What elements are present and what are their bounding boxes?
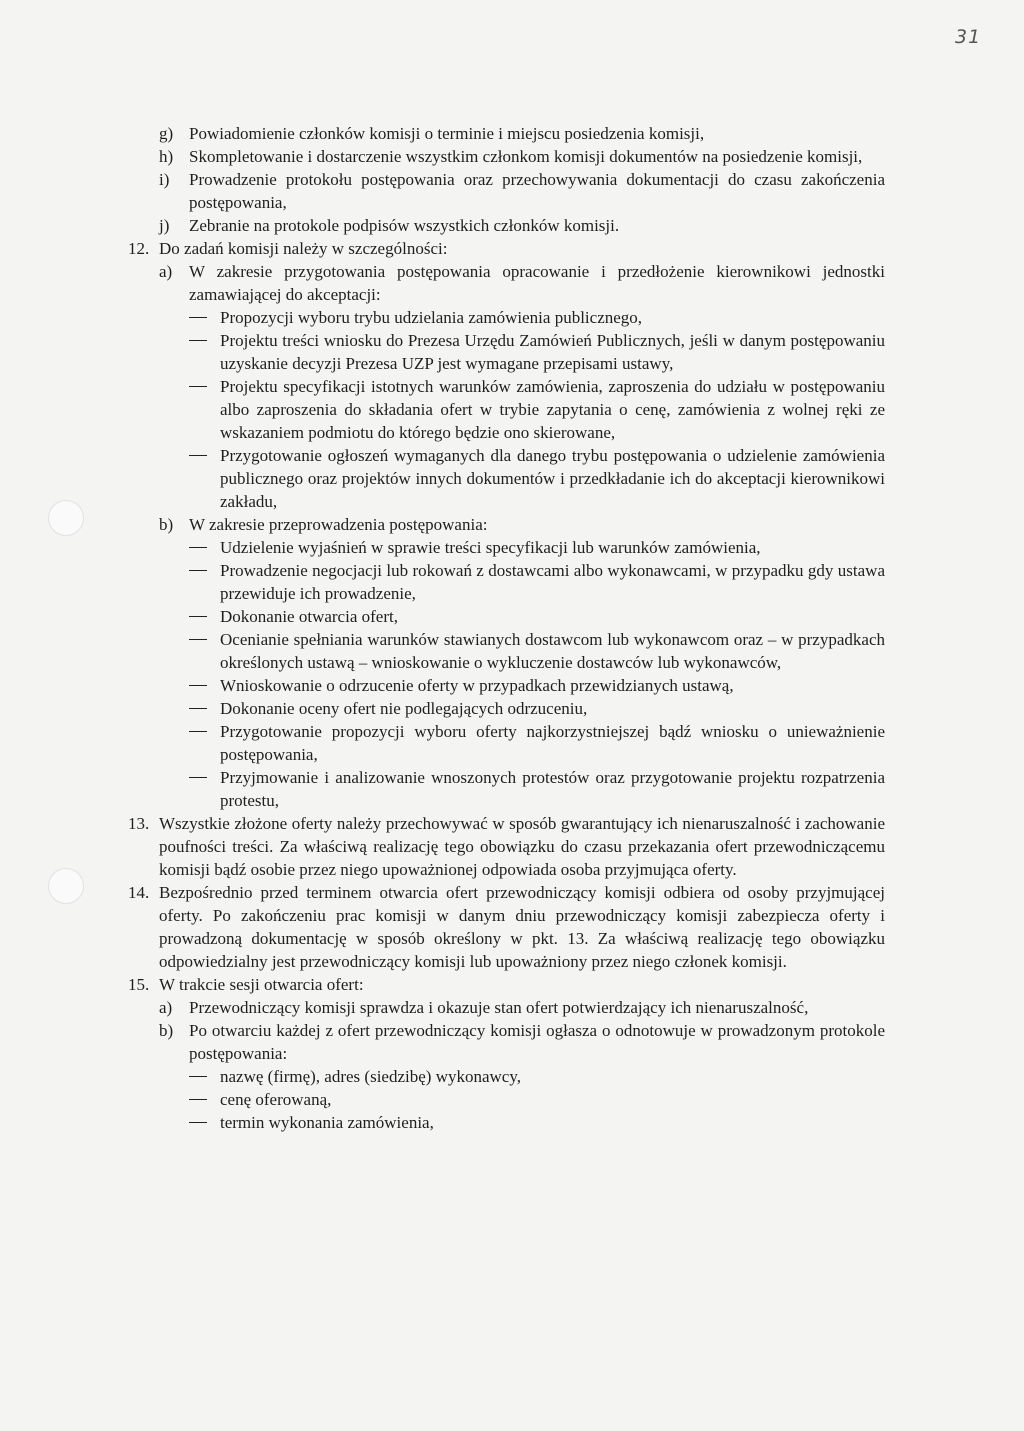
- item-marker: [189, 674, 220, 697]
- item-marker: [189, 375, 220, 398]
- dash-list-item: [128, 720, 885, 766]
- lettered-item: [128, 145, 885, 168]
- item-marker: b): [159, 515, 174, 534]
- item-marker: [189, 536, 220, 559]
- item-text: Zebranie na protokole podpisów wszystkich członków komisji.: [189, 216, 620, 235]
- item-marker: [189, 1065, 220, 1088]
- item-text: Bezpośrednio przed terminem otwarcia ofert przewodniczący komisji odbiera od osoby przyjmującej oferty. Po zakończeniu prac komisji w danym dniu przewodniczący komisji zabezpiecza oferty i prowadzoną dokumentację w sposób określony w pkt. 13. Za właściwą realizację tego obowiązku odpowiedzialny jest przewodniczący komisji lub upoważniony przez niego członek komisji.: [159, 883, 885, 971]
- item-text: Przyjmowanie i analizowanie wnoszonych protestów oraz przygotowanie projektu rozpatrzenia protestu,: [220, 768, 885, 810]
- dash-list-item: [128, 1088, 885, 1111]
- item-text: Po otwarciu każdej z ofert przewodniczący komisji ogłasza o odnotowuje w prowadzonym protokole postępowania:: [189, 1021, 885, 1063]
- item-text: cenę oferowaną,: [220, 1090, 332, 1109]
- item-marker: [189, 605, 220, 628]
- lettered-item: [128, 122, 885, 145]
- item-marker: 12.: [128, 239, 150, 258]
- item-text: Udzielenie wyjaśnień w sprawie treści specyfikacji lub warunków zamówienia,: [220, 538, 761, 557]
- item-text: Wnioskowanie o odrzucenie oferty w przypadkach przewidzianych ustawą,: [220, 676, 734, 695]
- dash-list-item: [128, 306, 885, 329]
- item-marker: h): [159, 147, 174, 166]
- item-text: Skompletowanie i dostarczenie wszystkim członkom komisji dokumentów na posiedzenie komisji,: [189, 147, 863, 166]
- item-marker: a): [159, 998, 173, 1017]
- item-text: Projektu specyfikacji istotnych warunków zamówienia, zaproszenia do udziału w postępowaniu albo zaproszenia do składania ofert w trybie zapytania o cenę, zamówienia z wolnej ręki ze wskazaniem podmiotu do którego będzie ono skierowane,: [220, 377, 885, 442]
- lettered-item: [128, 513, 885, 536]
- item-marker: [189, 697, 220, 720]
- item-text: Propozycji wyboru trybu udzielania zamówienia publicznego,: [220, 308, 643, 327]
- item-marker: [189, 628, 220, 651]
- item-text: Dokonanie otwarcia ofert,: [220, 607, 398, 626]
- item-marker: [189, 306, 220, 329]
- item-marker: 14.: [128, 883, 150, 902]
- dash-list-item: [128, 375, 885, 444]
- lettered-item: [128, 214, 885, 237]
- dash-list-item: [128, 674, 885, 697]
- lettered-item: [128, 168, 885, 214]
- item-text: Ocenianie spełniania warunków stawianych dostawcom lub wykonawcom oraz – w przypadkach określonych ustawą – wnioskowanie o wykluczenie dostawców lub wykonawców,: [220, 630, 885, 672]
- dash-list-item: [128, 1111, 885, 1134]
- item-marker: b): [159, 1021, 174, 1040]
- item-text: Przewodniczący komisji sprawdza i okazuje stan ofert potwierdzający ich nienaruszalność,: [189, 998, 809, 1017]
- dash-list-item: [128, 559, 885, 605]
- dash-list-item: [128, 628, 885, 674]
- lettered-item: [128, 260, 885, 306]
- lettered-item: [128, 996, 885, 1019]
- item-text: Przygotowanie ogłoszeń wymaganych dla danego trybu postępowania o udzielenie zamówienia publicznego oraz projektów innych dokumentów i przedkładanie ich do akceptacji kierownikowi zakładu,: [220, 446, 885, 511]
- item-text: Dokonanie oceny ofert nie podlegających odrzuceniu,: [220, 699, 588, 718]
- item-text: W zakresie przeprowadzenia postępowania:: [189, 515, 488, 534]
- item-text: Przygotowanie propozycji wyboru oferty najkorzystniejszej bądź wniosku o unieważnienie postępowania,: [220, 722, 885, 764]
- dash-list-item: [128, 605, 885, 628]
- item-marker: [189, 559, 220, 582]
- item-marker: [189, 1088, 220, 1111]
- numbered-item: [128, 973, 885, 996]
- item-marker: [189, 1111, 220, 1134]
- item-marker: j): [159, 216, 170, 235]
- document-body: [128, 122, 885, 1134]
- item-marker: [189, 766, 220, 789]
- lettered-item: [128, 1019, 885, 1065]
- item-text: nazwę (firmę), adres (siedzibę) wykonawcy,: [220, 1067, 521, 1086]
- dash-list-item: [128, 1065, 885, 1088]
- item-marker: [189, 720, 220, 743]
- dash-list-item: [128, 444, 885, 513]
- dash-list-item: [128, 536, 885, 559]
- numbered-item: [128, 812, 885, 881]
- item-marker: [189, 444, 220, 467]
- punch-hole: [48, 500, 84, 536]
- item-marker: 15.: [128, 975, 150, 994]
- punch-hole: [48, 868, 84, 904]
- item-marker: [189, 329, 220, 352]
- dash-list-item: [128, 766, 885, 812]
- item-text: termin wykonania zamówienia,: [220, 1113, 434, 1132]
- item-text: Prowadzenie negocjacji lub rokowań z dostawcami albo wykonawcami, w przypadku gdy ustawa przewiduje ich prowadzenie,: [220, 561, 885, 603]
- item-text: Prowadzenie protokołu postępowania oraz przechowywania dokumentacji do czasu zakończenia postępowania,: [189, 170, 885, 212]
- item-text: Powiadomienie członków komisji o terminie i miejscu posiedzenia komisji,: [189, 124, 705, 143]
- dash-list-item: [128, 697, 885, 720]
- item-text: W zakresie przygotowania postępowania opracowanie i przedłożenie kierownikowi jednostki zamawiającej do akceptacji:: [189, 262, 885, 304]
- item-marker: 13.: [128, 814, 150, 833]
- item-text: Projektu treści wniosku do Prezesa Urzędu Zamówień Publicznych, jeśli w danym postępowaniu uzyskanie decyzji Prezesa UZP jest wymagane przepisami ustawy,: [220, 331, 885, 373]
- numbered-item: [128, 881, 885, 973]
- numbered-item: [128, 237, 885, 260]
- item-marker: a): [159, 262, 173, 281]
- dash-list-item: [128, 329, 885, 375]
- item-marker: i): [159, 170, 170, 189]
- page-number: 31: [955, 26, 982, 48]
- item-marker: g): [159, 124, 174, 143]
- item-text: Wszystkie złożone oferty należy przechowywać w sposób gwarantujący ich nienaruszalność i zachowanie poufności treści. Za właściwą realizację tego obowiązku do czasu przekazania ofert przewodniczącemu komisji bądź osobie przez niego upoważnionej odpowiada osoba przyjmująca oferty.: [159, 814, 885, 879]
- item-text: Do zadań komisji należy w szczególności:: [159, 239, 448, 258]
- item-text: W trakcie sesji otwarcia ofert:: [159, 975, 364, 994]
